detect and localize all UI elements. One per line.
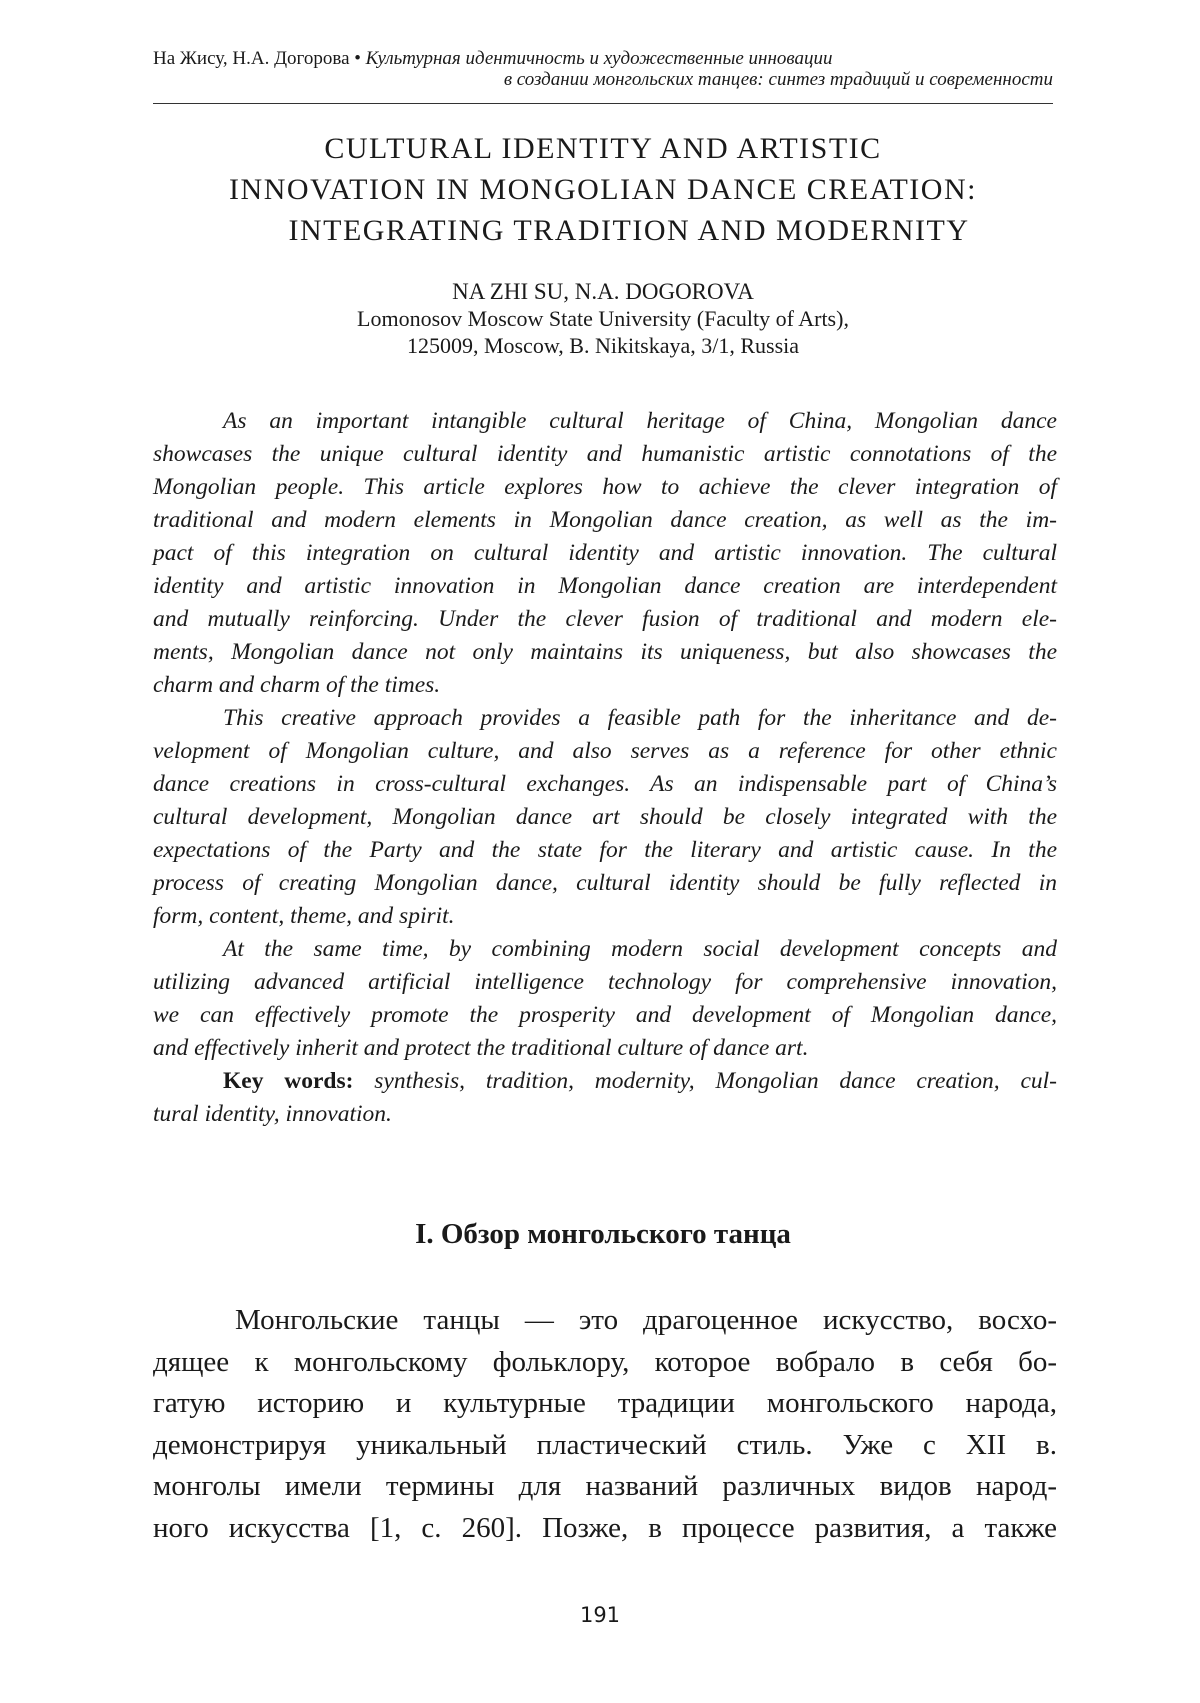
- text-line: utilizing advanced artificial intelligence technology for comprehensive innovation,: [153, 966, 1057, 999]
- keywords-label: Key words:: [223, 1068, 353, 1094]
- keywords-text: synthesis, tradition, modernity, Mongolian dance creation, cul-: [353, 1068, 1057, 1094]
- text-line: tural identity, innovation.: [153, 1098, 1057, 1131]
- text-line: expectations of the Party and the state for the literary and artistic cause. In the: [153, 834, 1057, 867]
- text-line: This creative approach provides a feasible path for the inheritance and de-: [153, 702, 1057, 735]
- text-line: identity and artistic innovation in Mongolian dance creation are interdependent: [153, 570, 1057, 603]
- text-line: pact of this integration on cultural identity and artistic innovation. The cultural: [153, 537, 1057, 570]
- title-line: INNOVATION IN MONGOLIAN DANCE CREATION:: [153, 169, 1053, 210]
- text-line: showcases the unique cultural identity and humanistic artistic connotations of the: [153, 438, 1057, 471]
- header-rule: [153, 103, 1053, 104]
- text-line: ного искусства [1, с. 260]. Позже, в процессе развития, а также: [153, 1508, 1057, 1550]
- article-title: [153, 128, 1053, 251]
- text-line: дящее к монгольскому фольклору, которое вобрало в себя бо-: [153, 1342, 1057, 1384]
- text-line: ments, Mongolian dance not only maintains its uniqueness, but also showcases the: [153, 636, 1057, 669]
- affiliation: Lomonosov Moscow State University (Faculty of Arts),: [153, 305, 1053, 332]
- text-line: dance creations in cross-cultural exchanges. As an indispensable part of China’s: [153, 768, 1057, 801]
- author-names: NA ZHI SU, N.A. DOGOROVA: [153, 278, 1053, 305]
- text-line: process of creating Mongolian dance, cultural identity should be fully reflected in: [153, 867, 1057, 900]
- text-line: гатую историю и культурные традиции монгольского народа,: [153, 1383, 1057, 1425]
- text-line: Монгольские танцы — это драгоценное искусство, восхо-: [153, 1300, 1057, 1342]
- text-line: form, content, theme, and spirit.: [153, 900, 1057, 933]
- text-line: and mutually reinforcing. Under the clever fusion of traditional and modern ele-: [153, 603, 1057, 636]
- text-line: As an important intangible cultural heritage of China, Mongolian dance: [153, 405, 1057, 438]
- text-line: traditional and modern elements in Mongolian dance creation, as well as the im-: [153, 504, 1057, 537]
- text-line: and effectively inherit and protect the traditional culture of dance art.: [153, 1032, 1057, 1065]
- document-page: [0, 0, 1200, 1703]
- header-title-line2: в создании монгольских танцев: синтез традиций и современности: [153, 69, 1053, 90]
- text-line: charm and charm of the times.: [153, 669, 1057, 702]
- text-line: Mongolian people. This article explores how to achieve the clever integration of: [153, 471, 1057, 504]
- abstract: [153, 405, 1057, 1131]
- section-heading: I. Обзор монгольского танца: [153, 1218, 1053, 1251]
- body-text: [153, 1300, 1057, 1549]
- header-bullet: •: [354, 48, 361, 69]
- title-line: CULTURAL IDENTITY AND ARTISTIC: [153, 128, 1053, 169]
- text-line: we can effectively promote the prosperity and development of Mongolian dance,: [153, 999, 1057, 1032]
- page-number: 191: [0, 1603, 1200, 1627]
- text-line: At the same time, by combining modern social development concepts and: [153, 933, 1057, 966]
- text-line: монголы имели термины для названий различных видов народ-: [153, 1466, 1057, 1508]
- running-header: [153, 48, 1053, 90]
- title-line: INTEGRATING TRADITION AND MODERNITY: [179, 210, 1079, 251]
- text-line: демонстрируя уникальный пластический стиль. Уже с XII в.: [153, 1425, 1057, 1467]
- header-title-line1: Культурная идентичность и художественные инновации: [366, 48, 833, 69]
- header-authors: На Жису, Н.А. Догорова: [153, 48, 350, 69]
- text-line: cultural development, Mongolian dance art should be closely integrated with the: [153, 801, 1057, 834]
- address: 125009, Moscow, B. Nikitskaya, 3/1, Russia: [153, 332, 1053, 359]
- author-block: [153, 278, 1053, 359]
- keywords-line: [153, 1065, 1057, 1098]
- text-line: velopment of Mongolian culture, and also serves as a reference for other ethnic: [153, 735, 1057, 768]
